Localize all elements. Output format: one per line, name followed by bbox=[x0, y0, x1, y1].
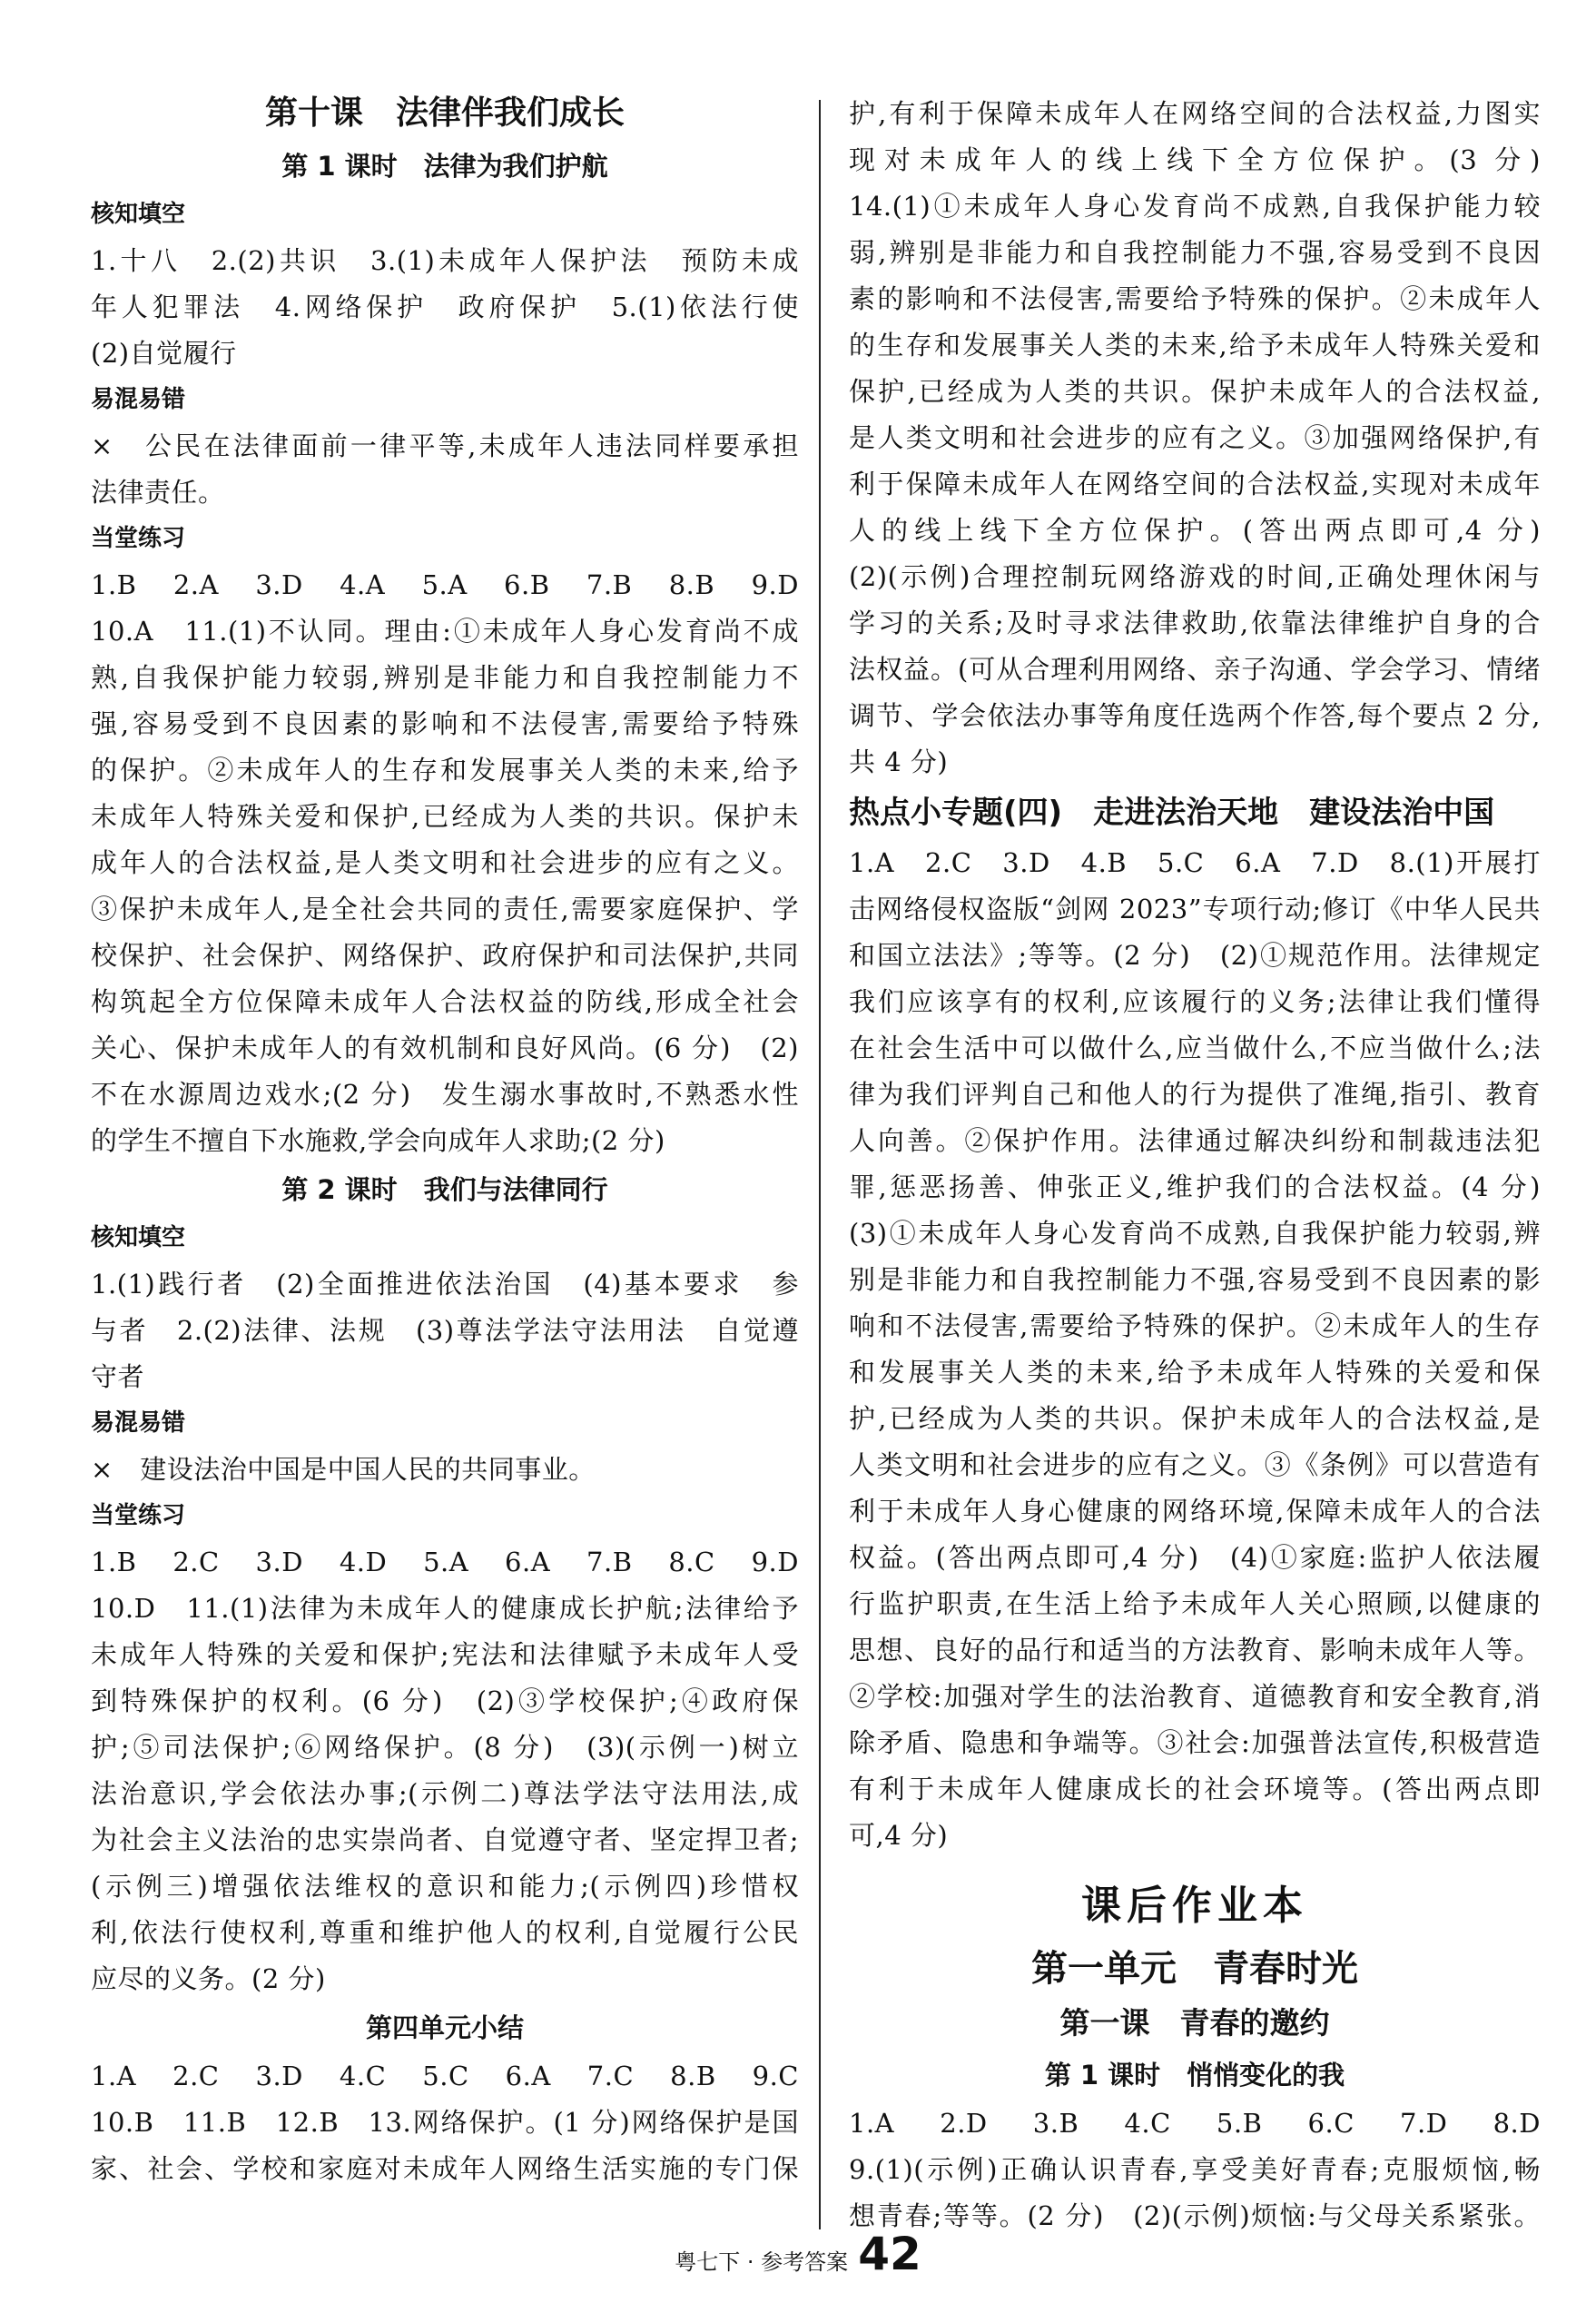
text-line: 行监护职责,在生活上给予未成年人关心照顾,以健康的 bbox=[849, 1588, 1541, 1619]
section-label: 核知填空 bbox=[91, 201, 186, 228]
answer-block bbox=[849, 2100, 1541, 2239]
text-line: 1.A 2.C 3.D 4.B 5.C 6.A 7.D 8.(1)开展打 bbox=[849, 847, 1541, 878]
text-line: 不在水源周边戏水;(2 分) 发生溺水事故时,不熟悉水性 bbox=[91, 1079, 799, 1110]
text-line: 关心、保护未成年人的有效机制和良好风尚。(6 分) (2) bbox=[91, 1033, 799, 1063]
text-line: 为社会主义法治的忠实崇尚者、自觉遵守者、坚定捍卫者; bbox=[91, 1824, 799, 1855]
text-line: 熟,自我保护能力较弱,辨别是非能力和自我控制能力不 bbox=[91, 662, 799, 693]
text-line: (3)①未成年人身心发育尚不成熟,自我保护能力较弱,辨 bbox=[849, 1218, 1541, 1249]
section-label: 易混易错 bbox=[91, 1409, 186, 1437]
text-line: 人向善。②保护作用。法律通过解决纠纷和制裁违法犯 bbox=[849, 1125, 1541, 1156]
text-line: 1.十八 2.(2)共识 3.(1)未成年人保护法 预防未成 bbox=[91, 245, 799, 276]
text-line: 家、社会、学校和家庭对未成年人网络生活实施的专门保 bbox=[91, 2153, 799, 2184]
text-line: 1.B 2.A 3.D 4.A 5.A 6.B 7.B 8.B 9.D bbox=[91, 569, 799, 600]
answer-block bbox=[91, 2053, 799, 2192]
text-line: 法律责任。 bbox=[91, 477, 225, 508]
page-number: 42 bbox=[858, 2228, 921, 2280]
text-line: 利于未成年人身心健康的网络环境,保障未成年人的合法 bbox=[849, 1496, 1541, 1527]
section-label: 易混易错 bbox=[91, 386, 186, 413]
text-line: 10.B 11.B 12.B 13.网络保护。(1 分)网络保护是国 bbox=[91, 2107, 799, 2138]
homework-title: 课后作业本 bbox=[1081, 1883, 1308, 1929]
answer-block bbox=[849, 91, 1541, 786]
text-line: 想青春;等等。(2 分) (2)(示例)烦恼:与父母关系紧张。 bbox=[849, 2200, 1541, 2231]
answer-block bbox=[91, 238, 799, 377]
text-line: 护,已经成为人类的共识。保护未成年人的合法权益,是 bbox=[849, 1403, 1541, 1434]
answer-block bbox=[91, 1447, 799, 1493]
unit1-title: 第一单元 青春时光 bbox=[1031, 1948, 1358, 1990]
text-line: 10.A 11.(1)不认同。理由:①未成年人身心发育尚不成 bbox=[91, 616, 799, 647]
text-line: 我们应该享有的权利,应该履行的义务;法律让我们懂得 bbox=[849, 986, 1541, 1017]
text-line: 共 4 分) bbox=[849, 746, 949, 777]
text-line: 1.B 2.C 3.D 4.D 5.A 6.A 7.B 8.C 9.D bbox=[91, 1547, 799, 1577]
lesson10-title: 第十课 法律伴我们成长 bbox=[264, 94, 625, 132]
text-line: 的生存和发展事关人类的未来,给予未成年人特殊关爱和 bbox=[849, 330, 1541, 361]
unit4-summary-title: 第四单元小结 bbox=[365, 2012, 524, 2043]
answer-block bbox=[91, 423, 799, 516]
text-line: 学习的关系;及时寻求法律救助,依靠法律维护自身的合 bbox=[849, 608, 1541, 638]
text-line: 利于保障未成年人在网络空间的合法权益,实现对未成年 bbox=[849, 469, 1541, 499]
text-line: 可,4 分) bbox=[849, 1820, 949, 1851]
topic4-title: 热点小专题(四) 走进法治天地 建设法治中国 bbox=[849, 795, 1495, 831]
text-line: 除矛盾、隐患和争端等。③社会:加强普法宣传,积极营造 bbox=[849, 1727, 1541, 1758]
text-line: 思想、良好的品行和适当的方法教育、影响未成年人等。 bbox=[849, 1635, 1541, 1666]
text-line: 律为我们评判自己和他人的行为提供了准绳,指引、教育 bbox=[849, 1079, 1541, 1110]
text-line: 和国立法法》;等等。(2 分) (2)①规范作用。法律规定 bbox=[849, 940, 1541, 971]
text-line: 在社会生活中可以做什么,应当做什么,不应当做什么;法 bbox=[849, 1033, 1541, 1063]
answer-block bbox=[91, 1261, 799, 1400]
text-line: 应尽的义务。(2 分) bbox=[91, 1963, 326, 1994]
text-line: 法治意识,学会依法办事;(示例二)尊法学法守法用法,成 bbox=[91, 1778, 799, 1809]
text-line: 人的线上线下全方位保护。(答出两点即可,4 分) bbox=[849, 515, 1541, 546]
text-line: 弱,辨别是非能力和自我控制能力不强,容易受到不良因 bbox=[849, 237, 1541, 268]
text-line: 别是非能力和自我控制能力不强,容易受到不良因素的影 bbox=[849, 1264, 1541, 1295]
text-line: 未成年人特殊的关爱和保护;宪法和法律赋予未成年人受 bbox=[91, 1639, 799, 1670]
text-line: 未成年人特殊关爱和保护,已经成为人类的共识。保护未 bbox=[91, 801, 799, 832]
section-label: 当堂练习 bbox=[91, 1502, 186, 1529]
section-label: 核知填空 bbox=[91, 1224, 186, 1251]
text-line: 1.A 2.C 3.D 4.C 5.C 6.A 7.C 8.B 9.C bbox=[91, 2061, 799, 2091]
answer-block bbox=[91, 1539, 799, 2002]
section-label: 当堂练习 bbox=[91, 525, 186, 552]
text-line: 1.A 2.D 3.B 4.C 5.B 6.C 7.D 8.D bbox=[849, 2108, 1541, 2139]
lesson10-period1-title: 第 1 课时 法律为我们护航 bbox=[281, 151, 608, 182]
text-line: 有利于未成年人健康成长的社会环境等。(答出两点即 bbox=[849, 1774, 1541, 1804]
text-line: 与者 2.(2)法律、法规 (3)尊法学法守法用法 自觉遵 bbox=[91, 1315, 799, 1346]
text-line: ②学校:加强对学生的法治教育、道德教育和安全教育,消 bbox=[849, 1681, 1541, 1712]
text-line: 和发展事关人类的未来,给予未成年人特殊的关爱和保 bbox=[849, 1357, 1541, 1388]
text-line: 到特殊保护的权利。(6 分) (2)③学校保护;④政府保 bbox=[91, 1685, 799, 1716]
text-line: × 建设法治中国是中国人民的共同事业。 bbox=[91, 1454, 596, 1485]
text-line: 护;⑤司法保护;⑥网络保护。(8 分) (3)(示例一)树立 bbox=[91, 1732, 799, 1763]
footer-text: 粤七下 · 参考答案 bbox=[675, 2249, 849, 2275]
left-column bbox=[91, 86, 799, 2192]
text-line: 是人类文明和社会进步的应有之义。③加强网络保护,有 bbox=[849, 422, 1541, 453]
text-line: 现对未成年人的线上线下全方位保护。(3 分) bbox=[849, 144, 1541, 175]
text-line: 利,依法行使权利,尊重和维护他人的权利,自觉履行公民 bbox=[91, 1917, 799, 1948]
text-line: 素的影响和不法侵害,需要给予特殊的保护。②未成年人 bbox=[849, 283, 1541, 314]
text-line: (2)自觉履行 bbox=[91, 338, 237, 369]
text-line: 法权益。(可从合理利用网络、亲子沟通、学会学习、情绪 bbox=[849, 654, 1541, 685]
text-line: 的保护。②未成年人的生存和发展事关人类的未来,给予 bbox=[91, 755, 799, 786]
text-line: 守者 bbox=[91, 1361, 145, 1392]
answer-block bbox=[91, 562, 799, 1164]
text-line: 权益。(答出两点即可,4 分) (4)①家庭:监护人依法履 bbox=[849, 1542, 1541, 1573]
text-line: 9.(1)(示例)正确认识青春,享受美好青春;克服烦恼,畅 bbox=[849, 2154, 1541, 2185]
lesson1-period1-title: 第 1 课时 悄悄变化的我 bbox=[1044, 2060, 1345, 2091]
text-line: ③保护未成年人,是全社会共同的责任,需要家庭保护、学 bbox=[91, 894, 799, 924]
text-line: 构筑起全方位保障未成年人合法权益的防线,形成全社会 bbox=[91, 986, 799, 1017]
text-line: 校保护、社会保护、网络保护、政府保护和司法保护,共同 bbox=[91, 940, 799, 971]
text-line: 调节、学会依法办事等角度任选两个作答,每个要点 2 分, bbox=[849, 700, 1541, 731]
text-line: 击网络侵权盗版“剑网 2023”专项行动;修订《中华人民共 bbox=[849, 894, 1541, 924]
text-line: 护,有利于保障未成年人在网络空间的合法权益,力图实 bbox=[849, 98, 1541, 129]
text-line: × 公民在法律面前一律平等,未成年人违法同样要承担 bbox=[91, 430, 799, 461]
page-footer bbox=[0, 2228, 1596, 2280]
text-line: 成年人的合法权益,是人类文明和社会进步的应有之义。 bbox=[91, 847, 799, 878]
text-line: 的学生不擅自下水施救,学会向成年人求助;(2 分) bbox=[91, 1125, 665, 1156]
text-line: 10.D 11.(1)法律为未成年人的健康成长护航;法律给予 bbox=[91, 1593, 799, 1624]
column-divider bbox=[819, 100, 821, 2229]
right-column bbox=[849, 91, 1541, 2239]
text-line: 罪,惩恶扬善、伸张正义,维护我们的合法权益。(4 分) bbox=[849, 1171, 1541, 1202]
text-line: (2)(示例)合理控制玩网络游戏的时间,正确处理休闲与 bbox=[849, 561, 1541, 592]
lesson10-period2-title: 第 2 课时 我们与法律同行 bbox=[281, 1174, 608, 1205]
text-line: (示例三)增强依法维权的意识和能力;(示例四)珍惜权 bbox=[91, 1871, 799, 1902]
text-line: 保护,已经成为人类的共识。保护未成年人的合法权益, bbox=[849, 376, 1541, 407]
text-line: 14.(1)①未成年人身心发育尚不成熟,自我保护能力较 bbox=[849, 191, 1541, 222]
text-line: 年人犯罪法 4.网络保护 政府保护 5.(1)依法行使 bbox=[91, 292, 799, 322]
text-line: 人类文明和社会进步的应有之义。③《条例》可以营造有 bbox=[849, 1449, 1541, 1480]
answer-block bbox=[849, 840, 1541, 1859]
text-line: 强,容易受到不良因素的影响和不法侵害,需要给予特殊 bbox=[91, 708, 799, 739]
text-line: 响和不法侵害,需要给予特殊的保护。②未成年人的生存 bbox=[849, 1310, 1541, 1341]
text-line: 1.(1)践行者 (2)全面推进依法治国 (4)基本要求 参 bbox=[91, 1269, 799, 1300]
lesson1-title: 第一课 青春的邀约 bbox=[1059, 2005, 1330, 2041]
